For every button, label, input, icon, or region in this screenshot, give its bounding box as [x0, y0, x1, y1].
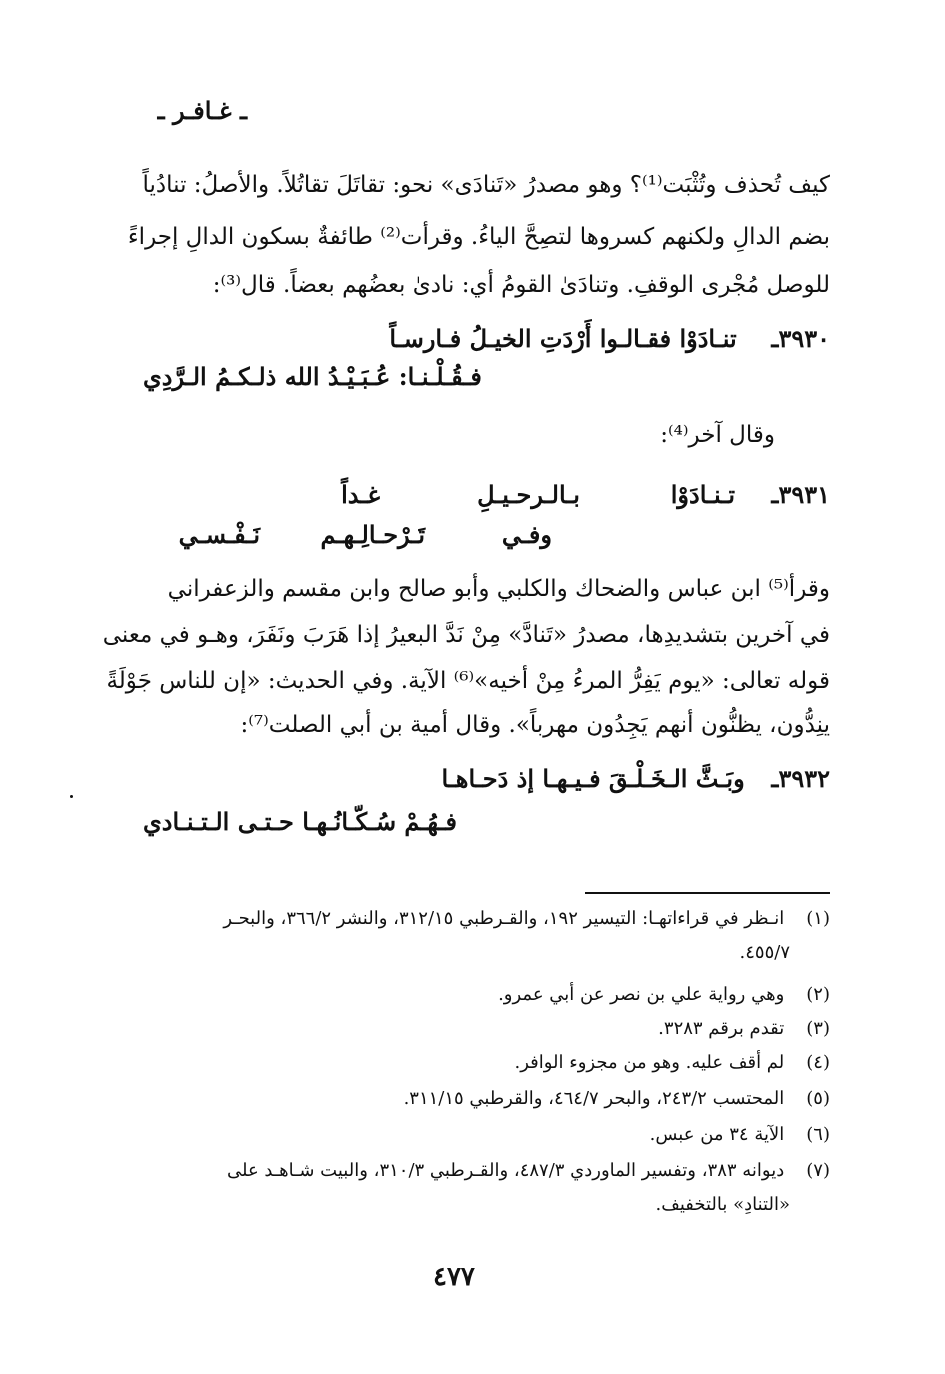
- footnote-4: [515, 1050, 831, 1076]
- running-header: ـ غـافـر ـ: [157, 96, 247, 125]
- stray-mark: [70, 795, 73, 798]
- verse-3931-word-1: تـنـادَوْا: [670, 480, 735, 509]
- footnote-number: (٧): [806, 1160, 830, 1181]
- footnote-text: انـظر في قراءاتهـا: التيسير ١٩٢، والقـرطبي ٣١٢/١٥، والنشر ٣٦٦/٢، والبحـر: [223, 908, 785, 929]
- footnote-1: [223, 906, 830, 932]
- verse-3930-line-2: فـقُـلْـنـا: عُـبَـيْـدُ الله ذلـكـمُ الـرَّدِي: [143, 362, 482, 391]
- footnote-number: (٥): [806, 1088, 830, 1109]
- verse-3931-word-4: وفـي: [501, 520, 552, 549]
- verse-3932-line-2: فـهُـمْ سُـكّـانُـهـا حـتـى الـتـنـادي: [143, 807, 457, 836]
- verse-3931-word-6: نَـفْـسـي: [178, 520, 260, 549]
- footnote-text: لم أقف عليه. وهو من مجزوء الوافر.: [514, 1052, 785, 1073]
- paragraph-1-line-3: للوصل مُجْرى الوقفِ. وتنادَىٰ القومُ أي: نادىٰ بعضُهم بعضاً. قال⁽³⁾:: [212, 272, 830, 298]
- footnote-2: [498, 982, 830, 1008]
- verse-hemistich: وبَـثَّ الـخَـلْـقَ فـيـهـا إذ دَحـاهـا: [441, 764, 745, 793]
- verse-number: ٣٩٣٢ـ: [771, 764, 830, 793]
- footnote-5: [404, 1086, 830, 1112]
- paragraph-1-line-2: بضم الدالِ ولكنهم كسروها لتصِحَّ الياءُ. وقرأت⁽²⁾ طائفةٌ بسكون الدالِ إجراءً: [127, 224, 830, 250]
- footnote-text: الآية ٣٤ من عبس.: [649, 1124, 785, 1145]
- paragraph-2-line-1: وقرأ⁽⁵⁾ ابن عباس والضحاك والكلبي وأبو صالح وابن مقسم والزعفراني: [167, 576, 830, 602]
- footnote-text: ديوانه ٣٨٣، وتفسير الماوردي ٤٨٧/٣، والقـرطبي ٣١٠/٣، والبيت شـاهـد على: [226, 1160, 785, 1181]
- footnote-number: (٢): [806, 984, 830, 1005]
- verse-3930-line-1: [389, 322, 830, 356]
- paragraph-1-line-1: كيف تُحذف وتُثْبَت⁽¹⁾؟ وهو مصدرُ «تَنادَى» نحو: تقاتَلَ تقاتُلاً. والأصلُ: تنادُياً: [142, 172, 830, 198]
- page-number: ٤٧٧: [433, 1262, 475, 1292]
- footnote-7-continued: «التنادِ» بالتخفيف.: [655, 1194, 790, 1215]
- footnote-6: [650, 1122, 830, 1148]
- verse-3931-word-3: غـداً: [341, 480, 380, 509]
- verse-3931-word-2: بـالـرحـيـلِ: [477, 480, 580, 509]
- paragraph-2-line-2: في آخرين بتشديدِها، مصدرُ «تَنادَّ» مِنْ نَدَّ البعيرُ إذا هَرَبَ ونَفَرَ، وهـو في معنى: [102, 622, 830, 648]
- footnote-1-continued: ٤٥٥/٧.: [739, 942, 790, 963]
- footnote-3: [658, 1016, 830, 1042]
- verse-3931-intro: وقال آخر⁽⁴⁾:: [660, 422, 775, 448]
- paragraph-2-line-4: ينِدُّون، يظنُّون أنهم يَجِدُون مهرباً». وقال أمية بن أبي الصلت⁽⁷⁾:: [240, 712, 830, 738]
- verse-3931-number: ٣٩٣١ـ: [771, 480, 830, 509]
- footnote-7: [227, 1158, 830, 1184]
- paragraph-2-line-3: قوله تعالى: «يوم يَفِرُّ المرءُ مِنْ أخيه»⁽⁶⁾ الآية. وفي الحديث: «إن للناس جَوْلَةً: [106, 668, 830, 694]
- footnote-text: وهي رواية علي بن نصر عن أبي عمرو.: [498, 984, 785, 1005]
- footnote-number: (٦): [806, 1124, 830, 1145]
- footnote-separator: [585, 892, 830, 894]
- footnote-text: المحتسب ٢٤٣/٢، والبحر ٤٦٤/٧، والقرطبي ٣١١/١٥.: [403, 1088, 785, 1109]
- footnote-text: تقدم برقم ٣٢٨٣.: [658, 1018, 785, 1039]
- footnote-number: (١): [806, 908, 830, 929]
- verse-3932-line-1: [441, 762, 830, 796]
- verse-hemistich: تنـادَوْا فقـالـوا أَرْدَتِ الخيـلُ فـارسـاً: [389, 324, 737, 353]
- verse-3931-word-5: تَـرْحـالِـهـم: [320, 520, 425, 549]
- footnote-number: (٣): [806, 1018, 830, 1039]
- footnote-number: (٤): [806, 1052, 830, 1073]
- verse-number: ٣٩٣٠ـ: [771, 324, 830, 353]
